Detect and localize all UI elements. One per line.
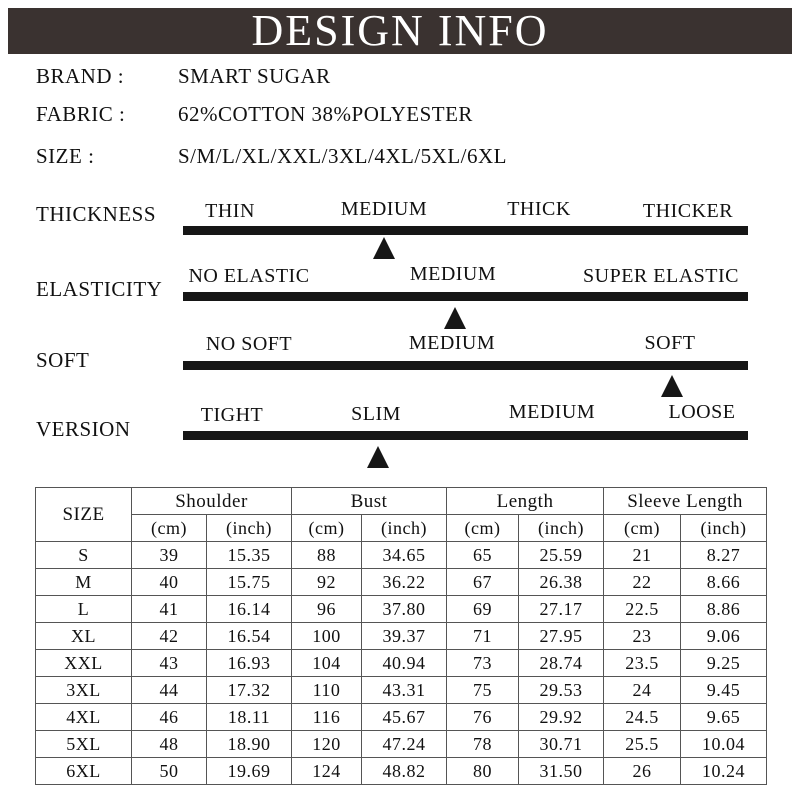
size-cell: 3XL: [36, 677, 132, 704]
measurement-cell: 23: [604, 623, 681, 650]
measurement-cell: 80: [447, 758, 519, 785]
table-row: [36, 731, 767, 758]
size-cell: XXL: [36, 650, 132, 677]
brand-value: SMART SUGAR: [178, 64, 331, 88]
shoulder-column-header: Shoulder: [132, 488, 292, 515]
unit-cm-header: (cm): [447, 515, 519, 542]
measurement-cell: 45.67: [362, 704, 447, 731]
measurement-cell: 25.5: [604, 731, 681, 758]
thickness-option-thicker: THICKER: [642, 200, 734, 222]
measurement-cell: 39: [132, 542, 207, 569]
soft-option-soft: SOFT: [644, 332, 696, 354]
version-bar: [183, 431, 748, 440]
measurement-cell: 9.06: [681, 623, 767, 650]
measurement-cell: 40.94: [362, 650, 447, 677]
measurement-cell: 48.82: [362, 758, 447, 785]
version-marker-icon: [367, 446, 389, 468]
measurement-cell: 100: [292, 623, 362, 650]
measurement-cell: 44: [132, 677, 207, 704]
measurement-cell: 92: [292, 569, 362, 596]
measurement-cell: 71: [447, 623, 519, 650]
measurement-cell: 18.11: [207, 704, 292, 731]
page-title: DESIGN INFO: [251, 6, 549, 55]
measurement-cell: 73: [447, 650, 519, 677]
measurement-cell: 9.65: [681, 704, 767, 731]
measurement-cell: 23.5: [604, 650, 681, 677]
thickness-option-thick: THICK: [507, 198, 571, 220]
measurement-cell: 31.50: [519, 758, 604, 785]
measurement-cell: 48: [132, 731, 207, 758]
elasticity-label: ELASTICITY: [36, 277, 163, 301]
size-cell: M: [36, 569, 132, 596]
measurement-cell: 16.54: [207, 623, 292, 650]
unit-cm-header: (cm): [132, 515, 207, 542]
size-cell: XL: [36, 623, 132, 650]
measurement-cell: 120: [292, 731, 362, 758]
measurement-cell: 43.31: [362, 677, 447, 704]
measurement-cell: 28.74: [519, 650, 604, 677]
size-label: SIZE :: [36, 144, 95, 168]
measurement-cell: 50: [132, 758, 207, 785]
size-cell: 4XL: [36, 704, 132, 731]
unit-inch-header: (inch): [362, 515, 447, 542]
table-unit-row: [36, 515, 767, 542]
unit-inch-header: (inch): [207, 515, 292, 542]
elasticity-marker-icon: [444, 307, 466, 329]
measurement-cell: 18.90: [207, 731, 292, 758]
measurement-cell: 24.5: [604, 704, 681, 731]
size-cell: 6XL: [36, 758, 132, 785]
measurement-cell: 16.14: [207, 596, 292, 623]
measurement-cell: 39.37: [362, 623, 447, 650]
measurement-cell: 42: [132, 623, 207, 650]
measurement-cell: 22: [604, 569, 681, 596]
thickness-option-thin: THIN: [205, 200, 255, 222]
measurement-cell: 67: [447, 569, 519, 596]
table-row: [36, 758, 767, 785]
measurement-cell: 27.17: [519, 596, 604, 623]
table-row: [36, 596, 767, 623]
measurement-cell: 22.5: [604, 596, 681, 623]
table-row: [36, 569, 767, 596]
size-chart-body: [36, 542, 767, 785]
measurement-cell: 41: [132, 596, 207, 623]
measurement-cell: 24: [604, 677, 681, 704]
elasticity-option-super-elastic: SUPER ELASTIC: [583, 265, 739, 287]
measurement-cell: 9.45: [681, 677, 767, 704]
size-value: S/M/L/XL/XXL/3XL/4XL/5XL/6XL: [178, 144, 507, 168]
measurement-cell: 124: [292, 758, 362, 785]
measurement-cell: 8.66: [681, 569, 767, 596]
measurement-cell: 30.71: [519, 731, 604, 758]
fabric-label: FABRIC :: [36, 102, 126, 126]
size-cell: S: [36, 542, 132, 569]
measurement-cell: 19.69: [207, 758, 292, 785]
unit-cm-header: (cm): [604, 515, 681, 542]
table-row: [36, 677, 767, 704]
size-cell: 5XL: [36, 731, 132, 758]
elasticity-bar: [183, 292, 748, 301]
elasticity-option-no-elastic: NO ELASTIC: [188, 265, 310, 287]
thickness-bar: [183, 226, 748, 235]
thickness-label: THICKNESS: [36, 202, 157, 226]
table-row: [36, 542, 767, 569]
measurement-cell: 40: [132, 569, 207, 596]
measurement-cell: 21: [604, 542, 681, 569]
measurement-cell: 8.86: [681, 596, 767, 623]
measurement-cell: 26: [604, 758, 681, 785]
measurement-cell: 75: [447, 677, 519, 704]
measurement-cell: 29.53: [519, 677, 604, 704]
measurement-cell: 36.22: [362, 569, 447, 596]
table-row: [36, 623, 767, 650]
measurement-cell: 10.04: [681, 731, 767, 758]
measurement-cell: 88: [292, 542, 362, 569]
measurement-cell: 116: [292, 704, 362, 731]
measurement-cell: 25.59: [519, 542, 604, 569]
soft-option-no-soft: NO SOFT: [205, 333, 293, 355]
measurement-cell: 65: [447, 542, 519, 569]
measurement-cell: 96: [292, 596, 362, 623]
unit-inch-header: (inch): [519, 515, 604, 542]
fabric-value: 62%COTTON 38%POLYESTER: [178, 102, 473, 126]
size-cell: L: [36, 596, 132, 623]
measurement-cell: 29.92: [519, 704, 604, 731]
measurement-cell: 37.80: [362, 596, 447, 623]
unit-inch-header: (inch): [681, 515, 767, 542]
measurement-cell: 46: [132, 704, 207, 731]
soft-bar: [183, 361, 748, 370]
measurement-cell: 27.95: [519, 623, 604, 650]
soft-option-medium: MEDIUM: [408, 332, 496, 354]
measurement-cell: 76: [447, 704, 519, 731]
measurement-cell: 10.24: [681, 758, 767, 785]
size-column-header: SIZE: [36, 488, 132, 542]
version-option-slim: SLIM: [351, 403, 401, 425]
table-header-row: [36, 488, 767, 515]
design-info-header: [8, 8, 792, 54]
table-row: [36, 650, 767, 677]
thickness-option-medium: MEDIUM: [340, 198, 428, 220]
version-option-tight: TIGHT: [200, 404, 264, 426]
measurement-cell: 43: [132, 650, 207, 677]
version-label: VERSION: [36, 417, 131, 441]
measurement-cell: 17.32: [207, 677, 292, 704]
sleeve-length-column-header: Sleeve Length: [604, 488, 767, 515]
measurement-cell: 15.35: [207, 542, 292, 569]
length-column-header: Length: [447, 488, 604, 515]
brand-label: BRAND :: [36, 64, 125, 88]
measurement-cell: 26.38: [519, 569, 604, 596]
bust-column-header: Bust: [292, 488, 447, 515]
thickness-marker-icon: [373, 237, 395, 259]
soft-marker-icon: [661, 375, 683, 397]
measurement-cell: 110: [292, 677, 362, 704]
size-chart-table: [35, 487, 767, 785]
measurement-cell: 16.93: [207, 650, 292, 677]
version-option-loose: LOOSE: [668, 401, 736, 423]
version-option-medium: MEDIUM: [508, 401, 596, 423]
measurement-cell: 47.24: [362, 731, 447, 758]
measurement-cell: 9.25: [681, 650, 767, 677]
table-row: [36, 704, 767, 731]
elasticity-option-medium: MEDIUM: [409, 263, 497, 285]
soft-label: SOFT: [36, 348, 90, 372]
measurement-cell: 78: [447, 731, 519, 758]
measurement-cell: 34.65: [362, 542, 447, 569]
measurement-cell: 104: [292, 650, 362, 677]
unit-cm-header: (cm): [292, 515, 362, 542]
measurement-cell: 15.75: [207, 569, 292, 596]
measurement-cell: 69: [447, 596, 519, 623]
measurement-cell: 8.27: [681, 542, 767, 569]
